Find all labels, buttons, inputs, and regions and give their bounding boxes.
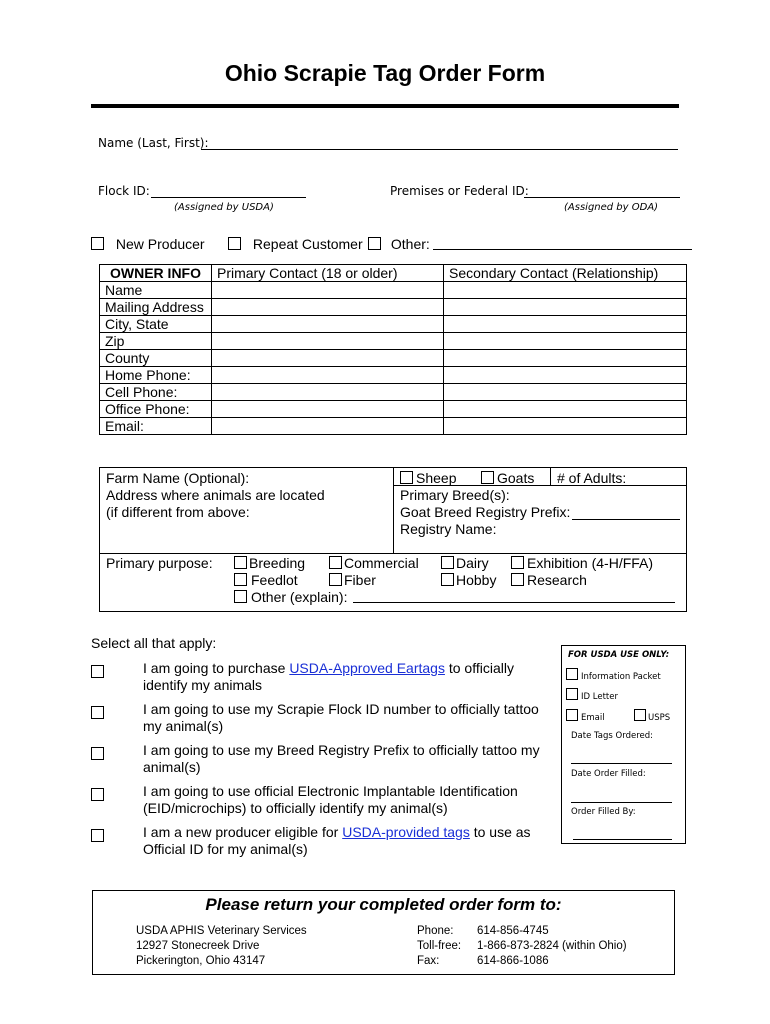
- new-producer-tags-statement: I am a new producer eligible for USDA-provided tags to use as Official ID for my animal(s): [143, 824, 531, 857]
- date-filled-label: Date Order Filled:: [571, 769, 646, 779]
- fax-number: 614-866-1086: [477, 955, 549, 967]
- row-label: Zip: [100, 333, 212, 350]
- filled-by-label: Order Filled By:: [571, 807, 636, 817]
- goat-prefix-field[interactable]: [572, 519, 680, 520]
- premises-label: Premises or Federal ID:: [390, 184, 529, 198]
- other-purpose-label: Other (explain):: [251, 589, 348, 605]
- return-heading: Please return your completed order form to:: [205, 895, 562, 914]
- row-label: City, State: [100, 316, 212, 333]
- commercial-label: Commercial: [344, 555, 419, 571]
- registry-prefix-checkbox[interactable]: [91, 747, 104, 760]
- hobby-label: Hobby: [456, 572, 497, 588]
- return-address-line: Pickerington, Ohio 43147: [136, 955, 266, 967]
- row-label: Office Phone:: [100, 401, 212, 418]
- fiber-label: Fiber: [344, 572, 376, 588]
- row-label: Mailing Address: [100, 299, 212, 316]
- goat-prefix-label: Goat Breed Registry Prefix:: [400, 504, 571, 520]
- primary-cell[interactable]: [212, 299, 444, 316]
- eartags-checkbox[interactable]: [91, 665, 104, 678]
- tollfree-number: 1-866-873-2824 (within Ohio): [477, 940, 627, 952]
- secondary-cell[interactable]: [444, 316, 687, 333]
- usps-checkbox[interactable]: [634, 709, 646, 721]
- usda-use-only-heading: FOR USDA USE ONLY:: [568, 650, 670, 660]
- other-label: Other:: [390, 236, 430, 252]
- primary-purpose-label: Primary purpose:: [106, 555, 213, 571]
- dairy-checkbox[interactable]: [441, 556, 454, 569]
- secondary-cell[interactable]: [444, 333, 687, 350]
- hobby-checkbox[interactable]: [441, 573, 454, 586]
- primary-cell[interactable]: [212, 418, 444, 435]
- num-adults-label: # of Adults:: [557, 470, 627, 486]
- name-field[interactable]: [201, 149, 678, 150]
- id-letter-checkbox[interactable]: [566, 688, 578, 700]
- sheep-label: Sheep: [416, 470, 457, 486]
- address-label-2: (if different from above:: [106, 504, 250, 520]
- primary-cell[interactable]: [212, 367, 444, 384]
- phone-number: 614-856-4745: [477, 925, 549, 937]
- primary-contact-header: Primary Contact (18 or older): [212, 265, 444, 282]
- primary-cell[interactable]: [212, 282, 444, 299]
- farm-info-box: [99, 467, 687, 612]
- row-label: County: [100, 350, 212, 367]
- fiber-checkbox[interactable]: [329, 573, 342, 586]
- flock-id-note: (Assigned by USDA): [174, 202, 274, 213]
- email-label: Email: [581, 713, 605, 723]
- registry-name-label: Registry Name:: [400, 521, 497, 537]
- page-title: Ohio Scrapie Tag Order Form: [224, 60, 546, 86]
- eid-checkbox[interactable]: [91, 788, 104, 801]
- repeat-customer-label: Repeat Customer: [252, 236, 363, 252]
- primary-cell[interactable]: [212, 350, 444, 367]
- primary-cell[interactable]: [212, 333, 444, 350]
- fax-label: Fax:: [417, 955, 440, 967]
- tollfree-label: Toll-free:: [417, 940, 462, 952]
- registry-prefix-statement: I am going to use my Breed Registry Prefix to officially tattoo my animal(s): [143, 742, 540, 775]
- other-field[interactable]: [433, 249, 692, 250]
- eartags-statement: I am going to purchase USDA-Approved Eartags to officially identify my animals: [143, 660, 514, 693]
- breeding-label: Breeding: [249, 555, 306, 571]
- date-filled-field[interactable]: [571, 802, 672, 803]
- usda-approved-eartags-link[interactable]: USDA-Approved Eartags: [289, 660, 445, 676]
- other-purpose-field[interactable]: [353, 602, 675, 603]
- other-purpose-checkbox[interactable]: [234, 590, 247, 603]
- secondary-cell[interactable]: [444, 282, 687, 299]
- row-label: Cell Phone:: [100, 384, 212, 401]
- goats-checkbox[interactable]: [481, 471, 494, 484]
- phone-label: Phone:: [417, 925, 454, 937]
- info-packet-checkbox[interactable]: [566, 668, 578, 680]
- name-label: Name (Last, First):: [98, 136, 209, 150]
- address-label-1: Address where animals are located: [106, 487, 325, 503]
- flock-id-label: Flock ID:: [98, 184, 150, 198]
- usps-label: USPS: [648, 713, 671, 723]
- info-packet-label: Information Packet: [581, 672, 661, 682]
- primary-breed-label: Primary Breed(s):: [400, 487, 510, 503]
- commercial-checkbox[interactable]: [329, 556, 342, 569]
- research-checkbox[interactable]: [511, 573, 524, 586]
- feedlot-checkbox[interactable]: [234, 573, 247, 586]
- feedlot-label: Feedlot: [251, 572, 298, 588]
- premises-note: (Assigned by ODA): [564, 202, 659, 213]
- secondary-cell[interactable]: [444, 418, 687, 435]
- email-checkbox[interactable]: [566, 709, 578, 721]
- return-box: [92, 890, 675, 975]
- eid-statement: I am going to use official Electronic Implantable Identification (EID/microchips) to officially identify my animal(s): [143, 783, 518, 816]
- secondary-cell[interactable]: [444, 384, 687, 401]
- owner-info-header: OWNER INFO: [100, 265, 212, 282]
- research-label: Research: [527, 572, 587, 588]
- row-label: Home Phone:: [100, 367, 212, 384]
- owner-info-table: [99, 264, 687, 435]
- row-label: Name: [100, 282, 212, 299]
- secondary-cell[interactable]: [444, 367, 687, 384]
- sheep-checkbox[interactable]: [400, 471, 413, 484]
- premises-field[interactable]: [524, 197, 680, 198]
- id-letter-label: ID Letter: [581, 692, 618, 702]
- other-checkbox[interactable]: [368, 237, 381, 250]
- primary-cell[interactable]: [212, 316, 444, 333]
- goats-label: Goats: [497, 470, 535, 486]
- dairy-label: Dairy: [456, 555, 489, 571]
- secondary-cell[interactable]: [444, 401, 687, 418]
- flock-id-field[interactable]: [151, 197, 306, 198]
- title-rule: [91, 104, 679, 108]
- primary-cell[interactable]: [212, 401, 444, 418]
- flock-id-tattoo-statement: I am going to use my Scrapie Flock ID number to officially tattoo my animal(s): [143, 701, 539, 734]
- exhibition-checkbox[interactable]: [511, 556, 524, 569]
- date-ordered-label: Date Tags Ordered:: [571, 731, 653, 741]
- usda-use-only-box: [561, 645, 686, 844]
- flock-id-tattoo-checkbox[interactable]: [91, 706, 104, 719]
- exhibition-label: Exhibition (4-H/FFA): [527, 555, 654, 571]
- filled-by-field[interactable]: [573, 839, 672, 840]
- secondary-cell[interactable]: [444, 350, 687, 367]
- new-producer-label: New Producer: [115, 236, 205, 252]
- return-address-line: USDA APHIS Veterinary Services: [136, 925, 307, 937]
- secondary-contact-header: Secondary Contact (Relationship): [444, 265, 687, 282]
- new-producer-checkbox[interactable]: [91, 237, 104, 250]
- secondary-cell[interactable]: [444, 299, 687, 316]
- select-all-label: Select all that apply:: [91, 635, 217, 651]
- breeding-checkbox[interactable]: [234, 556, 247, 569]
- date-ordered-field[interactable]: [571, 763, 672, 764]
- return-address-line: 12927 Stonecreek Drive: [136, 940, 260, 952]
- repeat-customer-checkbox[interactable]: [228, 237, 241, 250]
- row-label: Email:: [100, 418, 212, 435]
- farm-name-label: Farm Name (Optional):: [106, 470, 250, 486]
- new-producer-tags-checkbox[interactable]: [91, 829, 104, 842]
- primary-cell[interactable]: [212, 384, 444, 401]
- usda-provided-tags-link[interactable]: USDA-provided tags: [342, 824, 470, 840]
